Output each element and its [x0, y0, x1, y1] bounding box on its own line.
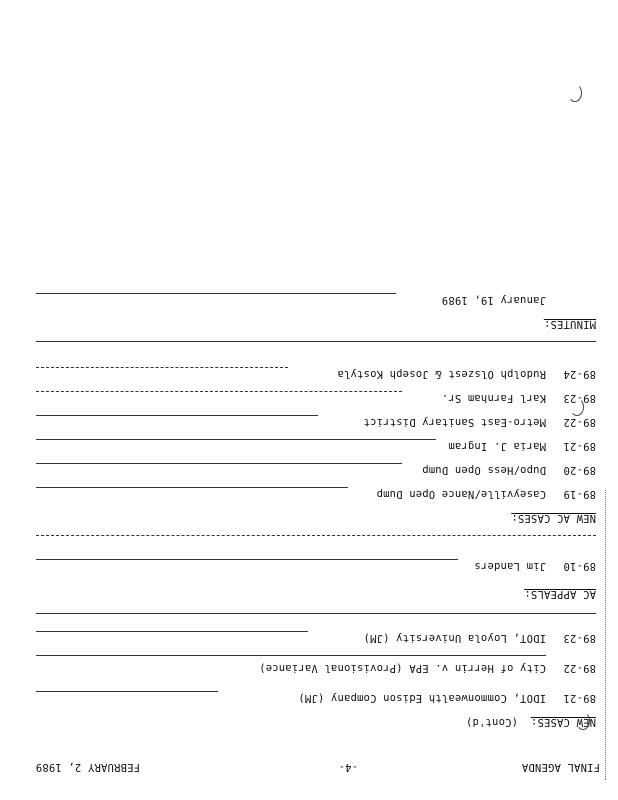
underline-rule	[36, 631, 308, 632]
underline-rule	[36, 415, 318, 416]
underline-rule	[36, 293, 396, 294]
agenda-item-text: Dupo/Hess Open Dump	[422, 464, 546, 476]
new-cases-contd-suffix: (Cont'd)	[465, 716, 518, 728]
agenda-item-number: 89-23	[563, 392, 596, 404]
new-cases-heading: NEW CASES:	[530, 716, 596, 728]
underline-rule	[36, 691, 218, 692]
agenda-item-text: Jim Landers	[474, 560, 546, 572]
agenda-item-number: 89-20	[563, 464, 596, 476]
section-divider	[36, 341, 596, 342]
agenda-item-text: Karl Farnham Sr.	[441, 392, 546, 404]
agenda-item-text: IDOT, Commonwealth Edison Company (JM)	[298, 692, 546, 704]
agenda-item-text: Rudolph Olszest & Joseph Kostyla	[337, 368, 546, 380]
agenda-item-number: 89-21	[563, 692, 596, 704]
agenda-item-number: 89-23	[563, 632, 596, 644]
new-ac-cases-heading: NEW AC CASES:	[511, 512, 596, 524]
underline-rule	[36, 367, 288, 368]
minutes-heading: MINUTES:	[543, 318, 596, 330]
scan-edge-line	[605, 490, 606, 780]
agenda-item-text: City of Herrin v. EPA (Provisional Variance)	[259, 662, 546, 674]
agenda-item-text: Caseyville/Nance Open Dump	[376, 488, 546, 500]
punch-hole-mark	[568, 84, 582, 102]
underline-rule	[36, 559, 458, 560]
agenda-item-number: 89-22	[563, 662, 596, 674]
header-left: FINAL AGENDA	[521, 761, 600, 773]
agenda-item-text: Metro-East Sanitary District	[363, 416, 546, 428]
agenda-item-number: 89-19	[563, 488, 596, 500]
section-divider	[36, 613, 596, 614]
underline-rule	[36, 487, 348, 488]
punch-hole-mark	[576, 712, 590, 730]
underline-rule	[36, 391, 402, 392]
underline-rule	[36, 439, 436, 440]
underline-rule	[36, 655, 546, 656]
minutes-date: January 19, 1989	[441, 294, 546, 306]
agenda-item-number: 89-10	[563, 560, 596, 572]
agenda-item-number: 89-21	[563, 440, 596, 452]
agenda-item-number: 89-22	[563, 416, 596, 428]
underline-rule	[36, 463, 402, 464]
agenda-item-text: Maria J. Ingram	[448, 440, 546, 452]
agenda-item-text: IDOT, Loyola University (JM)	[363, 632, 546, 644]
punch-hole-mark	[570, 398, 584, 416]
agenda-item-number: 89-24	[563, 368, 596, 380]
header-page-number: -4-	[338, 761, 358, 773]
header-date: FEBRUARY 2, 1989	[35, 761, 140, 773]
section-divider	[36, 535, 596, 536]
ac-appeals-heading: AC APPEALS:	[524, 588, 596, 600]
